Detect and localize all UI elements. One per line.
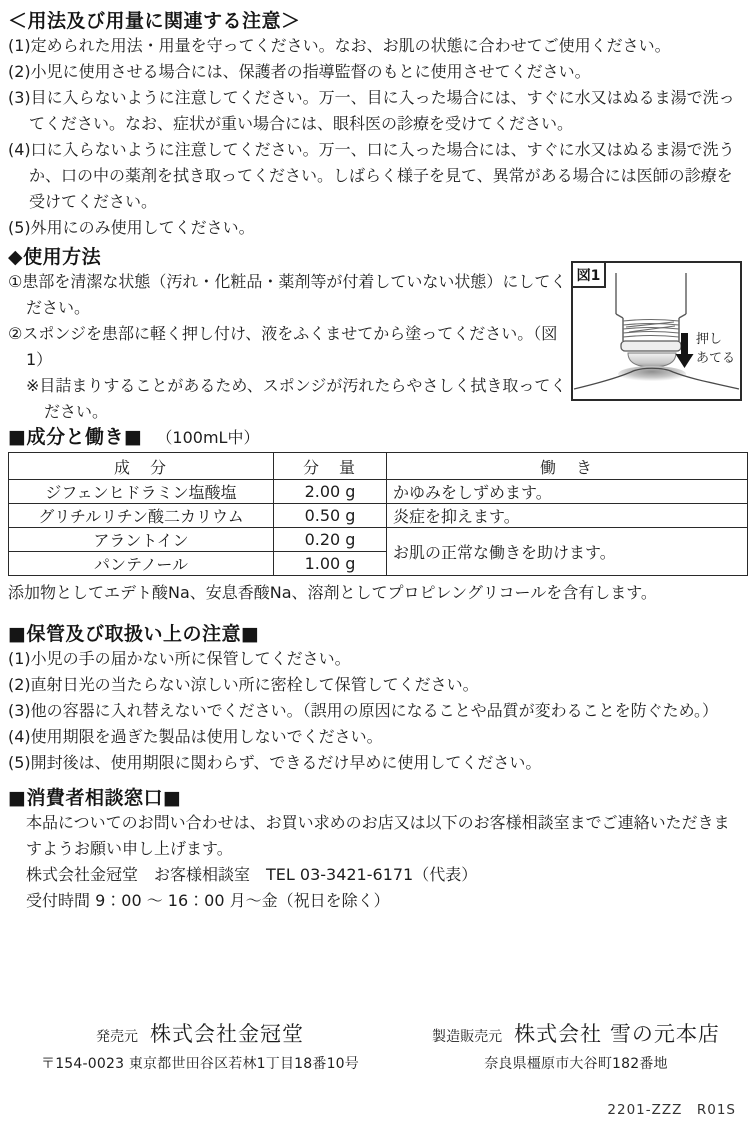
section-ingredients (8, 425, 742, 606)
ingredients-table-body (9, 480, 748, 576)
column-header-ingredient: 成 分 (9, 453, 274, 480)
ingredient-amount: 2.00 g (274, 480, 387, 504)
consumer-title: ■消費者相談窓口■ (8, 787, 182, 809)
usage-title: ◆使用方法 (8, 246, 102, 268)
seller-address: 〒154-0023 東京都世田谷区若林1丁目18番10号 (41, 1056, 359, 1072)
sponge-applicator-illustration (571, 261, 742, 401)
ingredient-amount: 0.20 g (274, 528, 387, 552)
usage-item: ①患部を清潔な状態（汚れ・化粧品・薬剤等が付着していない状態）にしてください。 (8, 272, 567, 317)
ingredient-amount: 1.00 g (274, 552, 387, 576)
seller-label: 発売元 (96, 1029, 138, 1045)
arrow-caption-line2: あてる (696, 351, 736, 366)
seller-company-line (40, 1018, 360, 1048)
maker-label: 製造販売元 (432, 1029, 503, 1045)
dosage-precaution-item: (5)外用にのみ使用してください。 (8, 218, 255, 237)
table-row (9, 504, 748, 528)
ingredients-heading-row (8, 425, 742, 449)
figure-label: 図1 (576, 268, 601, 284)
maker-address: 奈良県橿原市大谷町182番地 (484, 1056, 668, 1072)
ingredient-amount: 0.50 g (274, 504, 387, 528)
ingredients-unit-note: （100mL中） (156, 428, 260, 447)
dosage-precaution-item: (3)目に入らないように注意してください。万一、目に入った場合には、すぐに水又はぬるま湯で洗ってください。なお、症状が重い場合には、眼科医の診療を受けてください。 (8, 88, 735, 133)
ingredients-table (8, 452, 748, 576)
storage-item: (3)他の容器に入れ替えないでください。（誤用の原因になることや品質が変わることを防ぐため。） (8, 701, 719, 720)
table-header-row (9, 453, 748, 480)
ingredient-name: パンテノール (9, 552, 274, 576)
dosage-precaution-item: (1)定められた用法・用量を守ってください。なお、お肌の状態に合わせてご使用ください。 (8, 36, 671, 55)
ingredient-effect-merged: お肌の正常な働きを助けます。 (387, 528, 748, 576)
additives-note: 添加物としてエデト酸Na、安息香酸Na、溶剤としてプロピレングリコールを含有します。 (8, 583, 657, 602)
usage-item: ②スポンジを患部に軽く押し付け、液をふくませてから塗ってください。（図1） (8, 324, 558, 369)
ingredients-table-head (9, 453, 748, 480)
maker-company-line (428, 1018, 724, 1048)
ingredient-name: ジフェンヒドラミン塩酸塩 (9, 480, 274, 504)
column-header-effect: 働 き (387, 453, 748, 480)
column-header-amount: 分 量 (274, 453, 387, 480)
storage-item: (2)直射日光の当たらない涼しい所に密栓して保管してください。 (8, 675, 479, 694)
section-consumer-contact (8, 786, 742, 914)
table-row (9, 528, 748, 552)
section-dosage-precautions (8, 9, 742, 241)
ingredients-title: ■成分と働き■ (8, 426, 143, 448)
figure-1 (571, 261, 742, 401)
storage-item: (1)小児の手の届かない所に保管してください。 (8, 649, 351, 668)
storage-item: (5)開封後は、使用期限に関わらず、できるだけ早めに使用してください。 (8, 753, 542, 772)
storage-title: ■保管及び取扱い上の注意■ (8, 623, 260, 645)
seller-info-block (40, 1018, 360, 1073)
ingredient-effect: 炎症を抑えます。 (387, 504, 748, 528)
usage-instructions (8, 269, 573, 425)
section-usage (8, 245, 742, 425)
section-storage-precautions (8, 622, 742, 776)
arrow-caption-line1: 押し (696, 332, 723, 347)
maker-info-block (428, 1018, 724, 1073)
table-row (9, 480, 748, 504)
dosage-precaution-item: (2)小児に使用させる場合には、保護者の指導監督のもとに使用させてください。 (8, 62, 591, 81)
dosage-precautions-title: ＜用法及び用量に関連する注意＞ (8, 10, 301, 32)
storage-item: (4)使用期限を過ぎた製品は使用しないでください。 (8, 727, 383, 746)
usage-note: ※目詰まりすることがあるため、スポンジが汚れたらやさしく拭き取ってください。 (26, 376, 567, 421)
seller-name: 株式会社金冠堂 (150, 1022, 304, 1046)
ingredient-name: アラントイン (9, 528, 274, 552)
bottle-collar (621, 341, 681, 351)
ingredient-effect: かゆみをしずめます。 (387, 480, 748, 504)
consumer-hours-line: 受付時間 9：00 ～ 16：00 月～金（祝日を除く） (26, 891, 390, 910)
ingredient-name: グリチルリチン酸二カリウム (9, 504, 274, 528)
maker-name: 株式会社 雪の元本店 (514, 1022, 720, 1046)
consumer-body-text: 本品についてのお問い合わせは、お買い求めのお店又は以下のお客様相談室までご連絡いただきますようお願い申し上げます。 (26, 813, 730, 858)
consumer-contact-line: 株式会社金冠堂 お客様相談室 TEL 03-3421-6171（代表） (26, 865, 478, 884)
document-code: 2201-ZZZ R01S (607, 1102, 736, 1118)
dosage-precaution-item: (4)口に入らないように注意してください。万一、口に入った場合には、すぐに水又はぬるま湯で洗うか、口の中の薬剤を拭き取ってください。しばらく様子を見て、異常がある場合には医師の診療を受けてください。 (8, 140, 735, 211)
